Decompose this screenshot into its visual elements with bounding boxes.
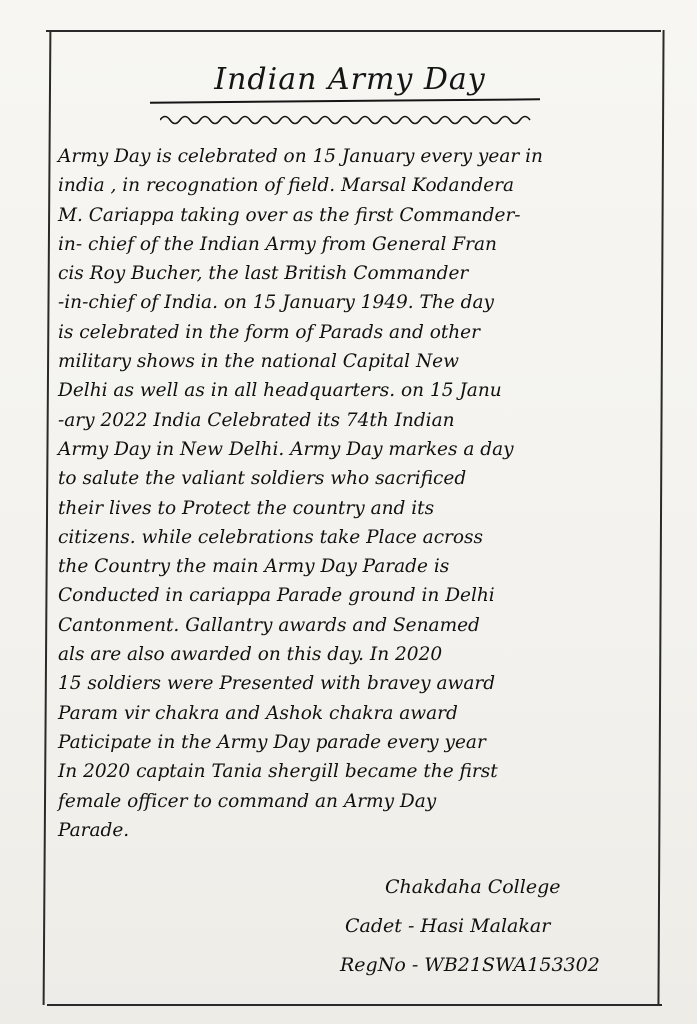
essay-line: the Country the main Army Day Parade is bbox=[58, 556, 450, 578]
essay-line: Paticipate in the Army Day parade every year bbox=[58, 731, 486, 753]
essay-line: Army Day is celebrated on 15 January every year in bbox=[58, 146, 543, 167]
title-underline bbox=[150, 98, 540, 103]
essay-line: 15 soldiers were Presented with bravey award bbox=[58, 673, 496, 695]
bottom-margin-line bbox=[47, 1004, 662, 1006]
essay-line: Army Day in New Delhi. Army Day markes a day bbox=[58, 438, 514, 460]
decorative-squiggle bbox=[160, 112, 540, 128]
essay-line: female officer to command an Army Day bbox=[58, 790, 437, 812]
essay-line: citizens. while celebrations take Place across bbox=[58, 526, 484, 548]
essay-line: M. Cariappa taking over as the first Commander- bbox=[58, 204, 521, 226]
essay-line: Parade. bbox=[58, 819, 130, 841]
right-margin-line bbox=[657, 30, 664, 1005]
essay-line: Conducted in cariappa Parade ground in Delhi bbox=[58, 585, 495, 607]
essay-line: Delhi as well as in all headquarters. on 15 Janu bbox=[58, 380, 502, 402]
essay-line: In 2020 captain Tania shergill became the first bbox=[58, 761, 498, 783]
essay-line: -ary 2022 India Celebrated its 74th Indian bbox=[58, 409, 455, 431]
essay-line: als are also awarded on this day. In 2020 bbox=[58, 644, 443, 666]
essay-body bbox=[58, 142, 638, 845]
top-margin-line bbox=[46, 30, 661, 32]
signature-block bbox=[340, 868, 640, 985]
essay-line: to salute the valiant soldiers who sacrificed bbox=[58, 468, 467, 490]
cadet-name: Cadet - Hasi Malakar bbox=[345, 915, 551, 937]
essay-line: Param vir chakra and Ashok chakra award bbox=[58, 702, 458, 724]
essay-line: cis Roy Bucher, the last British Commander bbox=[58, 263, 469, 285]
left-margin-line bbox=[43, 30, 51, 1005]
essay-line: Cantonment. Gallantry awards and Senamed bbox=[58, 614, 480, 636]
essay-line: military shows in the national Capital New bbox=[58, 351, 459, 373]
essay-line: their lives to Protect the country and its bbox=[58, 497, 435, 519]
essay-line: in- chief of the Indian Army from General Fran bbox=[58, 233, 497, 255]
essay-line: -in-chief of India. on 15 January 1949. The day bbox=[58, 292, 494, 314]
essay-line: is celebrated in the form of Parads and other bbox=[58, 321, 480, 343]
college-name: Chakdaha College bbox=[385, 876, 561, 898]
page-title: Indian Army Day bbox=[214, 62, 486, 97]
essay-line: india , in recognation of field. Marsal Kodandera bbox=[58, 175, 515, 197]
registration-number: RegNo - WB21SWA153302 bbox=[340, 954, 600, 976]
